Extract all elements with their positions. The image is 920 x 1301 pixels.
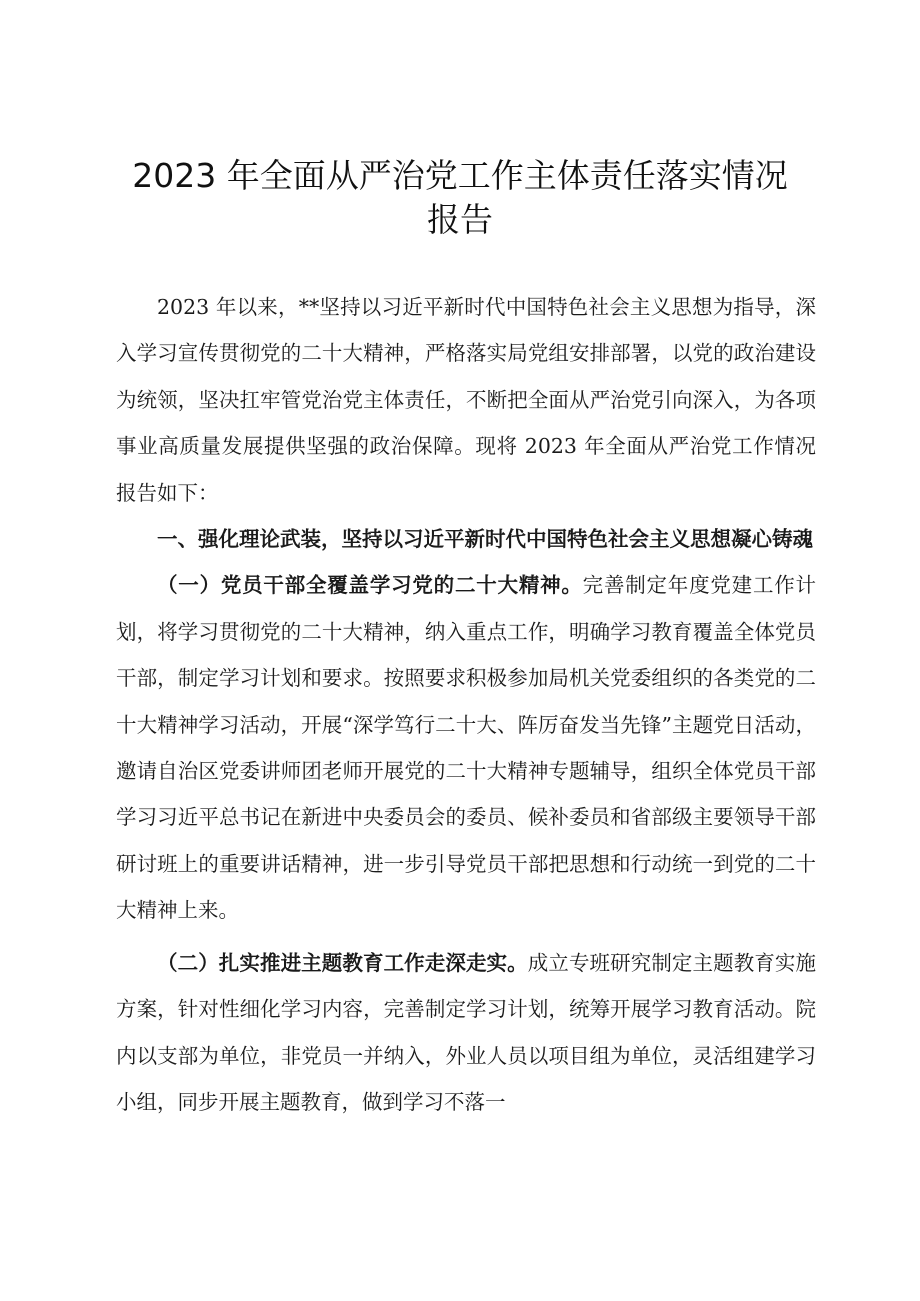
document-title-continued: 报告 <box>427 200 493 239</box>
item-1-paragraph <box>116 562 816 933</box>
item-2-paragraph <box>116 940 816 1126</box>
item-2-text: 成立专班研究制定主题教育实施方案，针对性细化学习内容，完善制定学习计划，统筹开展学习教育活动。院内以支部为单位，非党员一并纳入，外业人员以项目组为单位，灵活组建学习小组，同步开展主题教育，做到学习不落一 <box>116 950 817 1114</box>
item-2-lead: （二）扎实推进主题教育工作走深走实。 <box>157 950 528 975</box>
item-1-text: 完善制定年度党建工作计划，将学习贯彻党的二十大精神，纳入重点工作，明确学习教育覆盖全体党员干部，制定学习计划和要求。按照要求积极参加局机关党委组织的各类党的二十大精神学习活动，开展“深学笃行二十大、阵厉奋发当先锋”主题党日活动，邀请自治区党委讲师团老师开展党的二十大精神专题辅导，组织全体党员干部学习习近平总书记在新进中央委员会的委员、候补委员和省部级主要领导干部研讨班上的重要讲话精神，进一步引导党员干部把思想和行动统一到党的二十大精神上来。 <box>116 573 817 923</box>
document-body <box>116 284 816 1125</box>
section-heading: 一、强化理论武装，坚持以习近平新时代中国特色社会主义思想凝心铸魂 <box>157 527 813 552</box>
document-title: 2023 年全面从严治党工作主体责任落实情况 <box>132 156 788 195</box>
intro-paragraph: 2023 年以来，**坚持以习近平新时代中国特色社会主义思想为指导，深入学习宣传贯彻党的二十大精神，严格落实局党组安排部署，以党的政治建设为统领，坚决扛牢管党治党主体责任，不断把全面从严治党引向深入，为各项事业高质量发展提供坚强的政治保障。现将 2023 年全面从严治党工作情况报告如下： <box>116 295 816 505</box>
item-1-lead: （一）党员干部全覆盖学习党的二十大精神。 <box>157 573 583 598</box>
